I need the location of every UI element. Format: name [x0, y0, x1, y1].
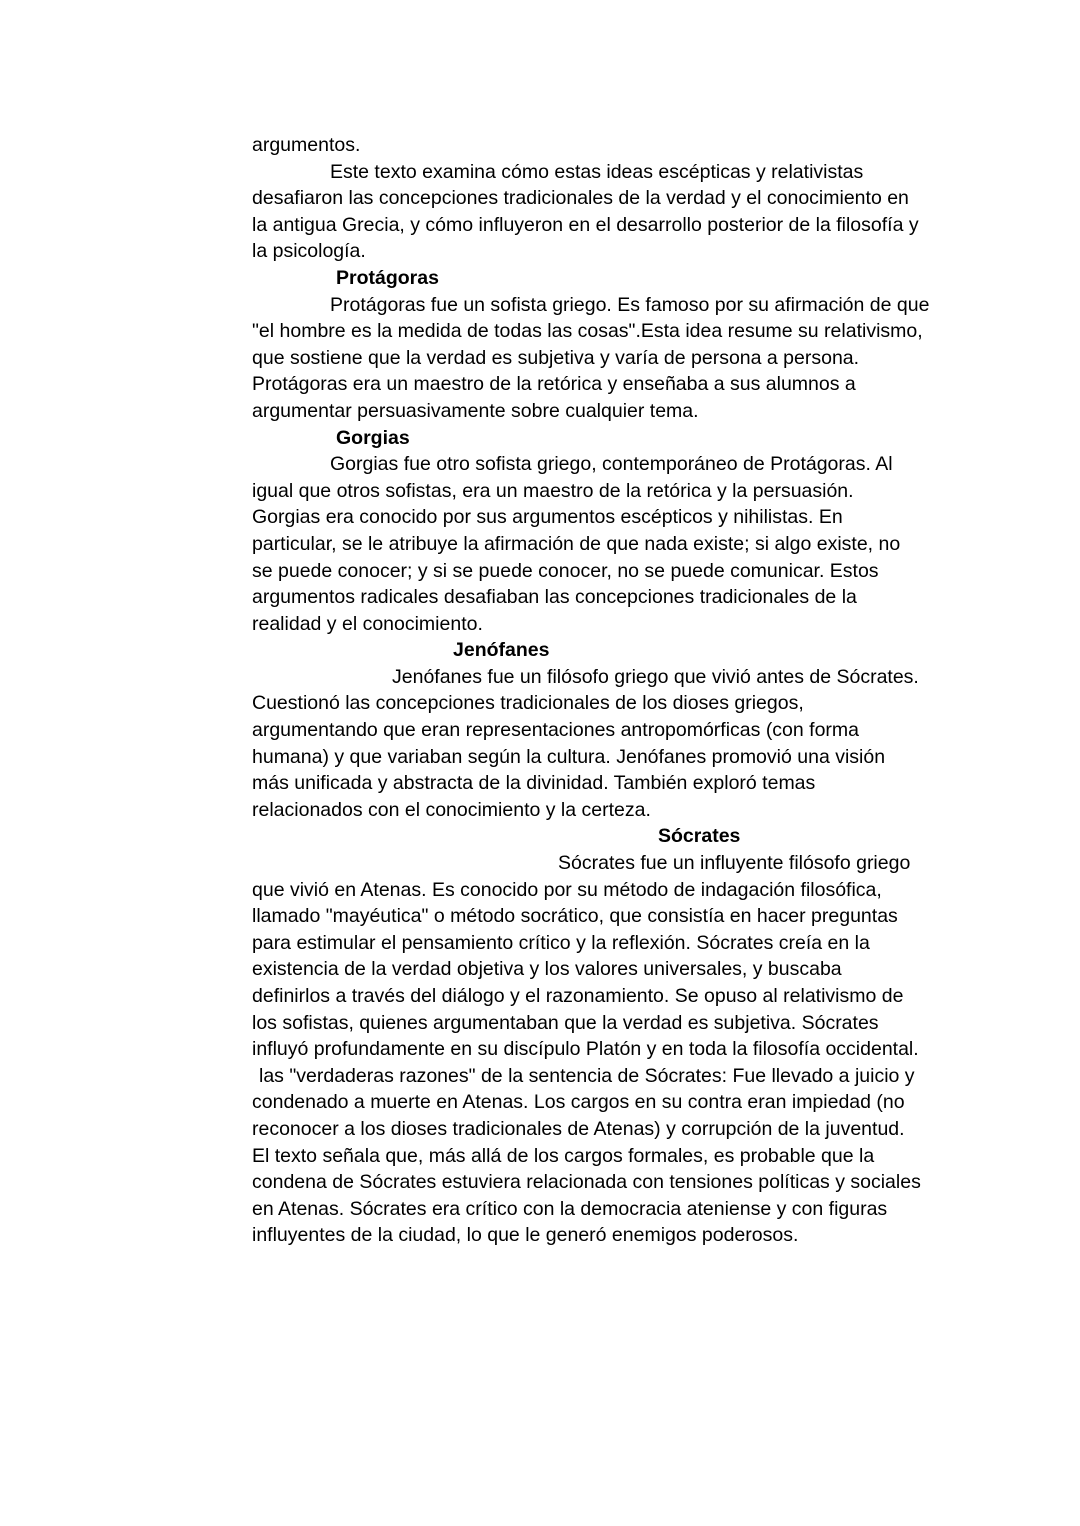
- text-line: argumentar persuasivamente sobre cualquier tema.: [252, 399, 699, 422]
- text-line: argumentos.: [252, 134, 361, 156]
- text-line: que vivió en Atenas. Es conocido por su método de indagación filosófica,: [252, 878, 882, 901]
- paragraph: [252, 292, 962, 425]
- text-line: para estimular el pensamiento crítico y la reflexión. Sócrates creía en la: [252, 931, 870, 954]
- text-line: El texto señala que, más allá de los cargos formales, es probable que la: [252, 1144, 875, 1167]
- text-line: en Atenas. Sócrates era crítico con la democracia ateniense y con figuras: [252, 1197, 888, 1220]
- text-line: influyentes de la ciudad, lo que le generó enemigos poderosos.: [252, 1224, 799, 1247]
- text-line: Gorgias era conocido por sus argumentos escépticos y nihilistas. En: [252, 506, 843, 529]
- paragraph: [252, 132, 962, 159]
- text-line: reconocer a los dioses tradicionales de Atenas) y corrupción de la juventud.: [252, 1117, 905, 1140]
- paragraph: [252, 451, 962, 637]
- text-line: Protágoras fue un sofista griego. Es famoso por su afirmación de que: [330, 293, 930, 316]
- text-line: existencia de la verdad objetiva y los valores universales, y buscaba: [252, 958, 842, 981]
- paragraph: [252, 850, 962, 1063]
- text-line: que sostiene que la verdad es subjetiva y varía de persona a persona.: [252, 346, 860, 369]
- text-line: desafiaron las concepciones tradicionales de la verdad y el conocimiento en: [252, 187, 909, 210]
- text-line: realidad y el conocimiento.: [252, 612, 483, 635]
- text-line: los sofistas, quienes argumentaban que la verdad es subjetiva. Sócrates: [252, 1011, 879, 1034]
- text-line: humana) y que variaban según la cultura. Jenófanes promovió una visión: [252, 745, 886, 768]
- document-text-column: [252, 132, 962, 1249]
- text-line: más unificada y abstracta de la divinidad. También exploró temas: [252, 772, 816, 795]
- text-line: la antigua Grecia, y cómo influyeron en el desarrollo posterior de la filosofía y: [252, 213, 919, 236]
- text-line: Protágoras era un maestro de la retórica y enseñaba a sus alumnos a: [252, 373, 856, 396]
- text-line: Sócrates fue un influyente filósofo griego: [558, 852, 911, 875]
- text-line: Jenófanes fue un filósofo griego que vivió antes de Sócrates.: [392, 665, 919, 688]
- text-line: Cuestionó las concepciones tradicionales de los dioses griegos,: [252, 692, 804, 715]
- text-line: "el hombre es la medida de todas las cosas".Esta idea resume su relativismo,: [252, 320, 923, 343]
- text-line: relacionados con el conocimiento y la certeza.: [252, 798, 651, 821]
- text-line: la psicología.: [252, 240, 366, 263]
- section-heading-protagoras: Protágoras: [336, 266, 439, 289]
- section-heading-socrates: Sócrates: [658, 825, 741, 848]
- text-line: definirlos a través del diálogo y el razonamiento. Se opuso al relativismo de: [252, 985, 904, 1007]
- text-line: Gorgias fue otro sofista griego, contemporáneo de Protágoras. Al: [330, 453, 893, 476]
- text-line: particular, se le atribuye la afirmación de que nada existe; si algo existe, no: [252, 532, 901, 555]
- text-line: condenado a muerte en Atenas. Los cargos en su contra eran impiedad (no: [252, 1091, 905, 1114]
- section-heading-gorgias: Gorgias: [336, 426, 410, 449]
- paragraph: [252, 1063, 962, 1249]
- section-heading-jenofanes: Jenófanes: [453, 639, 550, 662]
- text-line: Este texto examina cómo estas ideas escépticas y relativistas: [330, 160, 864, 183]
- text-line: llamado "mayéutica" o método socrático, que consistía en hacer preguntas: [252, 905, 898, 928]
- text-line: las "verdaderas razones" de la sentencia de Sócrates: Fue llevado a juicio y: [259, 1064, 915, 1087]
- paragraph: [252, 159, 962, 265]
- paragraph: [252, 664, 962, 824]
- text-line: condena de Sócrates estuviera relacionada con tensiones políticas y sociales: [252, 1171, 921, 1194]
- text-line: argumentando que eran representaciones antropomórficas (con forma: [252, 719, 860, 742]
- text-line: se puede conocer; y si se puede conocer, no se puede comunicar. Estos: [252, 559, 879, 582]
- text-line: igual que otros sofistas, era un maestro de la retórica y la persuasión.: [252, 479, 854, 502]
- text-line: argumentos radicales desafiaban las concepciones tradicionales de la: [252, 586, 857, 609]
- text-line: influyó profundamente en su discípulo Platón y en toda la filosofía occidental.: [252, 1038, 919, 1061]
